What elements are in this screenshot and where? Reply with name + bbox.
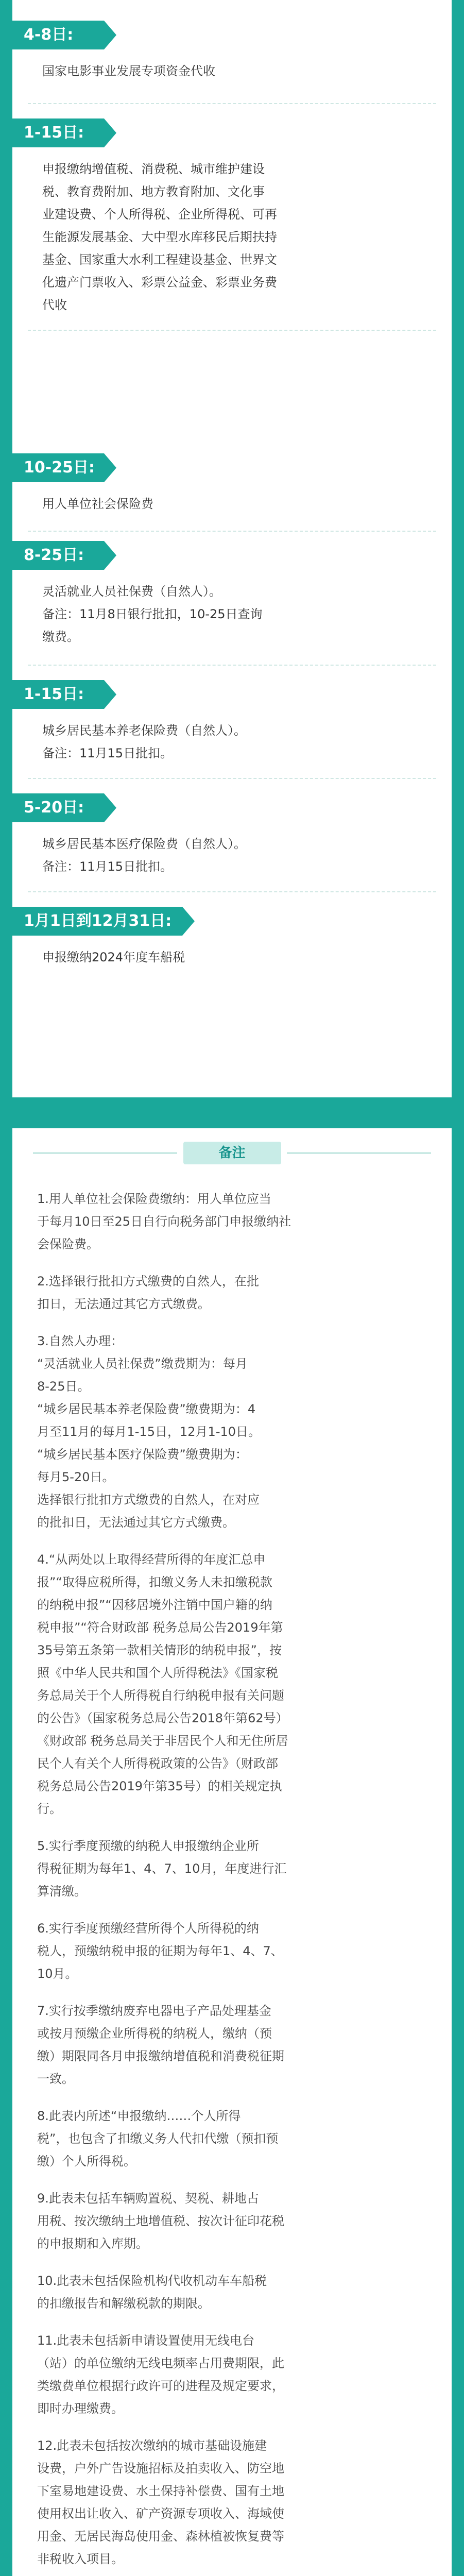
notes-header-rule xyxy=(287,1153,431,1154)
section-line: 国家电影事业发展专项资金代收 xyxy=(42,64,215,78)
note-line: 民个人有关个人所得税政策的公告》（财政部 xyxy=(37,1756,278,1771)
note-line: 4.“从两处以上取得经营所得的年度汇总申 xyxy=(37,1552,266,1567)
section-line: 备注：11月8日银行批扣，10-25日查询 xyxy=(42,607,263,621)
note-line: 一致。 xyxy=(37,2072,74,2086)
note-line: “灵活就业人员社保费”缴费期为：每月 xyxy=(37,1357,248,1371)
divider xyxy=(28,531,436,532)
note-line: 扣日，无法通过其它方式缴费。 xyxy=(37,1297,210,1311)
section-body xyxy=(42,719,437,765)
section-5-20 xyxy=(12,788,452,891)
section-line: 基金、国家重大水利工程建设基金、世界文 xyxy=(42,252,277,267)
section-line: 用人单位社会保险费 xyxy=(42,497,153,511)
note-line: 11.此表未包括新申请设置使用无线电台 xyxy=(37,2333,255,2348)
section-line: 缴费。 xyxy=(42,630,79,644)
note-item xyxy=(37,2329,427,2420)
note-line: 用金、无居民海岛使用金、森林植被恢复费等 xyxy=(37,2529,284,2544)
note-line: 务总局关于个人所得税自行纳税申报有关问题 xyxy=(37,1688,284,1703)
note-line: 选择银行批扣方式缴费的自然人，在对应 xyxy=(37,1493,260,1507)
note-line: 的批扣日，无法通过其它方式缴费。 xyxy=(37,1515,235,1530)
section-full-year xyxy=(12,902,452,989)
note-line: 设费，户外广告设施招标及拍卖收入、防空地 xyxy=(37,2461,284,2476)
note-line: 会保险费。 xyxy=(37,1237,99,1251)
note-line: 2.选择银行批扣方式缴费的自然人，在批 xyxy=(37,1274,259,1289)
divider xyxy=(28,665,436,666)
note-item xyxy=(37,2105,427,2173)
note-line: 3.自然人办理： xyxy=(37,1334,123,1348)
section-body xyxy=(42,946,437,969)
date-tag: 1月1日到12月31日: xyxy=(12,907,182,936)
note-line: 5.实行季度预缴的纳税人申报缴纳企业所 xyxy=(37,1839,259,1853)
note-line: 8.此表内所述“申报缴纳……个人所得 xyxy=(37,2109,241,2123)
note-line: 《财政部 税务总局关于非居民个人和无住所居 xyxy=(37,1734,288,1748)
section-line: 代收 xyxy=(42,298,67,312)
section-line: 备注：11月15日批扣。 xyxy=(42,746,173,760)
note-line: 的纳税申报”“因移居境外注销中国户籍的纳 xyxy=(37,1598,272,1612)
note-item xyxy=(37,1917,427,1985)
section-line: 申报缴纳增值税、消费税、城市维护建设 xyxy=(42,162,265,176)
note-line: 使用权出让收入、矿产资源专项收入、海域使 xyxy=(37,2506,284,2521)
section-line: 城乡居民基本医疗保险费（自然人）。 xyxy=(42,837,246,851)
note-line: 的扣缴报告和解缴税款的期限。 xyxy=(37,2296,210,2311)
note-line: 或按月预缴企业所得税的纳税人，缴纳（预 xyxy=(37,2026,272,2041)
note-line: 7.实行按季缴纳废弃电器电子产品处理基金 xyxy=(37,2004,271,2018)
note-line: 于每月10日至25日自行向税务部门申报缴纳社 xyxy=(37,1214,291,1229)
date-tag: 4-8日: xyxy=(12,21,104,49)
note-line: 税务总局公告2019年第35号）的相关规定执 xyxy=(37,1779,282,1793)
section-body xyxy=(42,493,437,515)
section-1-15 xyxy=(12,113,452,330)
section-4-8 xyxy=(12,15,452,103)
note-line: 得税征期为每年1、4、7、10月，年度进行汇 xyxy=(37,1861,287,1876)
note-line: 照《中华人民共和国个人所得税法》《国家税 xyxy=(37,1666,278,1680)
note-line: 35号第五条第一款相关情形的纳税申报”，按 xyxy=(37,1643,282,1657)
note-line: 9.此表未包括车辆购置税、契税、耕地占 xyxy=(37,2191,259,2206)
section-line: 生能源发展基金、大中型水库移民后期扶持 xyxy=(42,230,277,244)
section-body xyxy=(42,60,437,82)
note-item xyxy=(37,2269,427,2315)
note-line: 缴）个人所得税。 xyxy=(37,2154,136,2168)
section-body xyxy=(42,158,437,316)
section-line: 业建设费、个人所得税、企业所得税、可再 xyxy=(42,207,277,222)
divider xyxy=(28,103,436,104)
note-item xyxy=(37,2187,427,2255)
note-line: 用税、按次缴纳土地增值税、按次计征印花税 xyxy=(37,2214,284,2228)
note-line: 算清缴。 xyxy=(37,1884,87,1899)
section-line: 城乡居民基本养老保险费（自然人）。 xyxy=(42,723,246,738)
note-line: 的公告》（国家税务总局公告2018年第62号） xyxy=(37,1711,288,1725)
note-line: 类缴费单位根据行政许可的进程及规定要求， xyxy=(37,2379,284,2393)
section-line: 备注：11月15日批扣。 xyxy=(42,859,173,874)
note-line: 报”“取得应税所得，扣缴义务人未扣缴税款 xyxy=(37,1575,272,1589)
note-item xyxy=(37,1270,427,1315)
note-line: 下室易地建设费、水土保持补偿费、国有土地 xyxy=(37,2484,284,2498)
date-tag: 5-20日: xyxy=(12,793,104,822)
section-1-15-pension xyxy=(12,675,452,778)
section-8-25 xyxy=(12,536,452,665)
note-line: 税申报”“符合财政部 税务总局公告2019年第 xyxy=(37,1620,283,1635)
notes-title: 备注 xyxy=(183,1142,281,1164)
note-item xyxy=(37,2434,427,2570)
divider xyxy=(28,330,436,331)
section-line: 税、教育费附加、地方教育附加、文化事 xyxy=(42,184,265,199)
note-line: “城乡居民基本医疗保险费”缴费期为： xyxy=(37,1447,248,1462)
note-line: 税人，预缴纳税申报的征期为每年1、4、7、 xyxy=(37,1944,283,1958)
note-line: 的申报期和入库期。 xyxy=(37,2236,148,2251)
note-line: 税”，也包含了扣缴义务人代扣代缴（预扣预 xyxy=(37,2131,279,2146)
note-line: 12.此表未包括按次缴纳的城市基础设施建 xyxy=(37,2438,267,2453)
notes-header-rule xyxy=(33,1153,177,1154)
section-line: 灵活就业人员社保费（自然人）。 xyxy=(42,584,221,599)
note-item xyxy=(37,1188,427,1256)
note-item xyxy=(37,1999,427,2090)
note-line: 即时办理缴费。 xyxy=(37,2401,124,2416)
note-line: 行。 xyxy=(37,1802,62,1816)
tax-calendar-panel xyxy=(12,0,452,1097)
divider xyxy=(28,891,436,892)
note-line: 每月5-20日。 xyxy=(37,1470,115,1484)
date-tag: 10-25日: xyxy=(12,453,104,482)
date-tag: 1-15日: xyxy=(12,680,104,709)
note-line: 8-25日。 xyxy=(37,1379,90,1394)
section-10-25 xyxy=(12,448,452,531)
section-line: 化遗产门票收入、彩票公益金、彩票业务费 xyxy=(42,275,277,290)
date-tag: 1-15日: xyxy=(12,118,104,147)
note-line: “城乡居民基本养老保险费”缴费期为：4 xyxy=(37,1402,256,1416)
date-tag: 8-25日: xyxy=(12,541,104,570)
notes-list xyxy=(37,1188,427,2576)
note-item xyxy=(37,1330,427,1534)
notes-header-bar xyxy=(12,1142,452,1164)
section-body xyxy=(42,580,437,648)
note-line: 非税收入项目。 xyxy=(37,2552,124,2566)
note-line: （站）的单位缴纳无线电频率占用费期限，此 xyxy=(37,2356,284,2370)
note-line: 6.实行季度预缴经营所得个人所得税的纳 xyxy=(37,1921,259,1936)
notes-panel xyxy=(12,1128,452,2576)
section-body xyxy=(42,833,437,878)
note-line: 月至11月的每月1-15日，12月1-10日。 xyxy=(37,1425,261,1439)
note-line: 10月。 xyxy=(37,1967,78,1981)
divider xyxy=(28,778,436,779)
note-item xyxy=(37,1835,427,1903)
note-line: 1.用人单位社会保险费缴纳：用人单位应当 xyxy=(37,1192,271,1206)
note-item xyxy=(37,1548,427,1820)
note-line: 缴）期限同各月申报缴纳增值税和消费税征期 xyxy=(37,2049,284,2063)
note-line: 10.此表未包括保险机构代收机动车车船税 xyxy=(37,2274,267,2288)
section-line: 申报缴纳2024年度车船税 xyxy=(42,950,185,964)
